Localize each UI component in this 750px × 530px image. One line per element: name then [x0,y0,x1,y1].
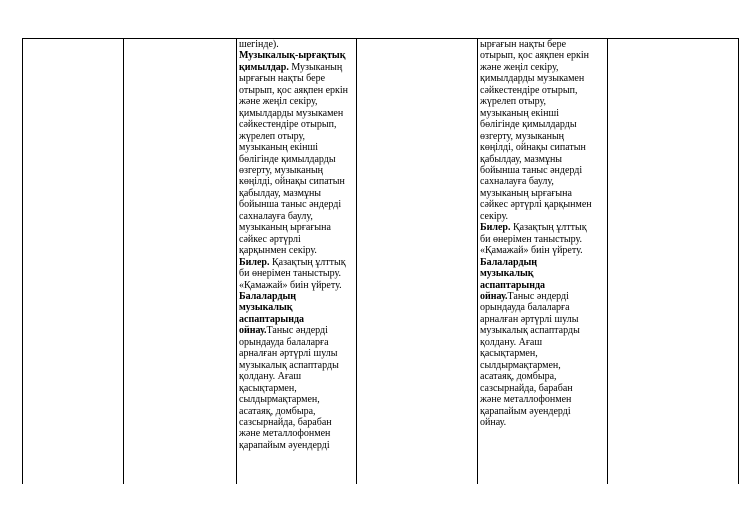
text-line [239,142,354,153]
text-line [480,131,605,142]
text-line [239,131,354,142]
text-line [239,245,354,256]
body-text: арналған әртүрлі шулы [480,313,579,325]
text-line [480,280,605,291]
table-cell-col6 [608,39,739,485]
body-text: қасықтармен, [480,348,538,360]
body-text: қимылдарды музыкамен [480,73,585,85]
text-line [239,199,354,210]
body-text: сазсырнайда, барабан [480,382,573,394]
body-text: ырғағын нақты бере [480,39,567,50]
body-text: көңілді, ойнақы сипатын [239,176,345,188]
body-text: «Қамажай» биін үйрету. [239,279,342,291]
text-line [239,325,354,336]
body-text: асатаяқ, домбыра, [480,371,557,383]
table-cell-col1 [23,39,124,485]
body-text: музыканың екінші [480,107,559,119]
body-text: көңілді, ойнақы сипатын [480,142,586,154]
body-text: орындауда балаларға [480,302,570,314]
text-line [239,337,354,348]
body-text: қарқынмен секіру. [239,245,317,257]
text-line [239,211,354,222]
text-line [480,165,605,176]
text-line [480,360,605,371]
body-text: және жеңіл секіру, [239,96,318,108]
text-line [480,268,605,279]
body-text: Қазақтың ұлттық [269,256,346,268]
body-text: музыкалық аспаптарды [480,325,580,337]
text-line [239,119,354,130]
text-line [480,96,605,107]
bold-heading-text: аспаптарында [239,313,305,325]
text-line [480,337,605,348]
body-text: және жеңіл секіру, [480,61,559,73]
text-line [480,314,605,325]
text-line [480,73,605,84]
body-text: сәйкестендіре отырып, [480,84,578,96]
text-line [239,360,354,371]
body-text: музыканың ырғағына [480,187,572,199]
bold-heading-text: Балалардың [480,256,538,268]
body-text: қолдану. Ағаш [480,336,543,348]
body-text: Музыканың [288,61,343,73]
text-line [239,268,354,279]
bold-heading-text: Билер. [480,222,511,234]
text-line [239,428,354,439]
text-line [239,176,354,187]
text-line [480,394,605,405]
table-row [23,39,739,485]
body-text: жүрелеп отыру, [239,130,305,142]
table-cell-col4 [357,39,478,485]
body-text: өзгерту, музыканың [239,164,324,176]
body-text: Қазақтың ұлттық [510,222,587,234]
body-text: бөлігінде қимылдарды [239,153,336,165]
text-line [480,348,605,359]
text-line [239,50,354,61]
cell-text-col5 [478,39,607,428]
text-line [480,302,605,313]
text-line [239,188,354,199]
body-text: Таныс әндерді [266,325,328,337]
text-line [239,302,354,313]
text-line [239,406,354,417]
body-text: би өнерімен таныстыру. [239,268,342,280]
body-text: орындауда балаларға [239,336,329,348]
body-text: би өнерімен таныстыру. [480,233,583,245]
body-text: қарапайым әуендерді [239,439,330,451]
text-line [480,142,605,153]
text-line [239,154,354,165]
body-text: сылдырмақтармен, [480,359,561,371]
body-text: «Қамажай» биін үйрету. [480,245,583,257]
text-line [480,325,605,336]
text-line [239,371,354,382]
text-line [480,176,605,187]
text-line [239,222,354,233]
cell-text-col3 [237,39,356,451]
table-cell-col3 [237,39,357,485]
text-line [480,257,605,268]
text-line [239,291,354,302]
text-line [239,39,354,50]
body-text: сахналауға баулу, [239,210,313,222]
body-text: сахналауға баулу, [480,176,554,188]
body-text: жүрелеп отыру, [480,96,546,108]
body-text: және металлофонмен [239,428,331,440]
bold-heading-text: Музыкалық-ырғақтық [239,50,346,62]
text-line [480,234,605,245]
body-text: сылдырмақтармен, [239,394,320,406]
body-text: сәйкес әртүрлі [239,233,301,245]
text-line [480,62,605,73]
text-line [239,348,354,359]
text-line [239,108,354,119]
body-text: сазсырнайда, барабан [239,416,332,428]
body-text: отырып, қос аяқпен еркін [239,84,349,96]
bold-heading-text: музыкалық [480,268,534,280]
text-line [239,257,354,268]
text-line [480,371,605,382]
text-line [239,73,354,84]
text-line [480,417,605,428]
text-line [239,85,354,96]
text-line [239,165,354,176]
text-line [480,245,605,256]
bold-heading-text: аспаптарында [480,279,546,291]
text-line [480,119,605,130]
body-text: қасықтармен, [239,382,297,394]
body-text: музыкалық аспаптарды [239,359,339,371]
text-line [480,85,605,96]
bold-heading-text: Балалардың [239,290,297,302]
text-line [480,188,605,199]
text-line [480,199,605,210]
body-text: музыканың ырғағына [239,222,331,234]
body-text: қабылдау, мазмұны [239,187,322,199]
body-text: қолдану. Ағаш [239,371,302,383]
body-text: және металлофонмен [480,394,572,406]
text-line [480,406,605,417]
body-text: Таныс әндерді [507,290,569,302]
text-line [239,417,354,428]
bold-heading-text: музыкалық [239,302,293,314]
body-text: бөлігінде қимылдарды [480,119,577,131]
text-line [480,108,605,119]
text-line [480,211,605,222]
text-line [480,50,605,61]
body-text: асатаяқ, домбыра, [239,405,316,417]
text-line [480,291,605,302]
bold-heading-text: ойнау. [239,325,267,337]
body-text: бойынша таныс әндерді [480,164,583,176]
text-line [480,222,605,233]
schedule-table [22,38,739,484]
text-line [239,234,354,245]
bold-heading-text: Билер. [239,256,270,268]
bold-heading-text: ойнау. [480,290,508,302]
body-text: секіру. [480,210,509,222]
text-line [239,62,354,73]
text-line [480,383,605,394]
text-line [239,314,354,325]
text-line [480,154,605,165]
table-cell-col2 [124,39,237,485]
body-text: ырғағын нақты бере [239,73,326,85]
text-line [239,96,354,107]
body-text: ойнау. [480,416,507,428]
bold-heading-text: қимылдар. [239,61,289,73]
body-text: өзгерту, музыканың [480,130,565,142]
body-text: қарапайым әуендерді [480,405,571,417]
body-text: арналған әртүрлі шулы [239,348,338,360]
body-text: шегінде). [239,39,279,50]
body-text: сәйкестендіре отырып, [239,119,337,131]
text-line [239,394,354,405]
text-line [239,280,354,291]
body-text: қимылдарды музыкамен [239,107,344,119]
text-line [239,440,354,451]
body-text: бойынша таныс әндерді [239,199,342,211]
body-text: музыканың екінші [239,142,318,154]
body-text: отырып, қос аяқпен еркін [480,50,590,62]
text-line [239,383,354,394]
table-cell-col5 [478,39,608,485]
body-text: қабылдау, мазмұны [480,153,563,165]
body-text: сәйкес әртүрлі қарқынмен [480,199,592,211]
text-line [480,39,605,50]
